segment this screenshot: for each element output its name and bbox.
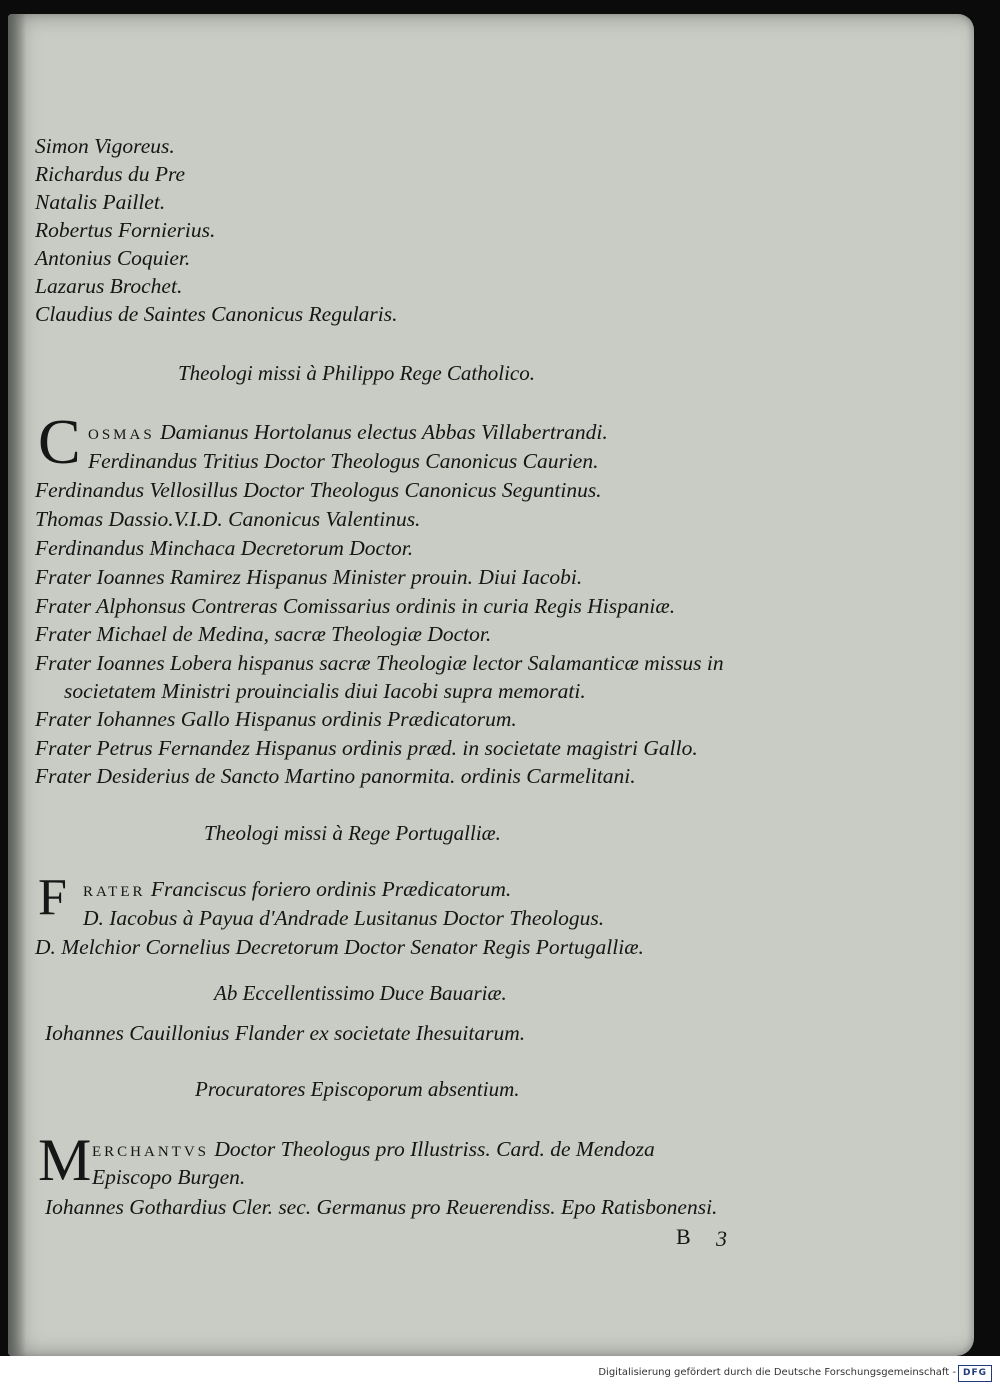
list-item: Frater Desiderius de Sancto Martino panormita. ordinis Carmelitani. xyxy=(35,764,636,788)
drop-cap: M xyxy=(38,1127,92,1193)
list-item: Frater Petrus Fernandez Hispanus ordinis præd. in societate magistri Gallo. xyxy=(35,736,698,760)
book-page xyxy=(8,14,974,1356)
list-item: Episcopo Burgen. xyxy=(92,1165,246,1189)
page-gutter-shadow xyxy=(8,14,26,1356)
list-item: Iohannes Gothardius Cler. sec. Germanus pro Reuerendiss. Epo Ratisbonensi. xyxy=(45,1195,718,1219)
list-item xyxy=(92,1136,655,1165)
first-word-caps: ERCHANTVS xyxy=(92,1144,210,1160)
list-item: Ferdinandus Vellosillus Doctor Theologus Canonicus Seguntinus. xyxy=(35,478,602,502)
dfg-logo: DFG xyxy=(958,1365,992,1382)
drop-cap: C xyxy=(38,406,81,477)
list-item: Robertus Fornierius. xyxy=(35,218,216,242)
list-item: Natalis Paillet. xyxy=(35,190,166,214)
list-item xyxy=(83,876,511,905)
section-heading: Theologi missi à Rege Portugalliæ. xyxy=(204,821,501,845)
list-item: Richardus du Pre xyxy=(35,162,186,186)
list-item: Ferdinandus Minchaca Decretorum Doctor. xyxy=(35,536,414,560)
page-number: 3 xyxy=(716,1226,727,1251)
list-item: Frater Alphonsus Contreras Comissarius ordinis in curia Regis Hispaniæ. xyxy=(35,594,676,618)
footer-credit: Digitalisierung gefördert durch die Deutsche Forschungsgemeinschaft - xyxy=(598,1367,956,1378)
first-line-text: Damianus Hortolanus electus Abbas Villabertrandi. xyxy=(160,420,608,444)
list-item: Frater Ioannes Ramirez Hispanus Minister prouin. Diui Iacobi. xyxy=(35,565,583,589)
first-line-text: Doctor Theologus pro Illustriss. Card. de Mendoza xyxy=(214,1137,655,1161)
list-item: Thomas Dassio.V.I.D. Canonicus Valentinus. xyxy=(35,507,421,531)
section-heading: Procuratores Episcoporum absentium. xyxy=(195,1077,520,1101)
list-item: Frater Iohannes Gallo Hispanus ordinis Prædicatorum. xyxy=(35,707,517,731)
list-item xyxy=(88,419,608,448)
first-line-text: Franciscus foriero ordinis Prædicatorum. xyxy=(150,877,512,901)
list-item: D. Iacobus à Payua d'Andrade Lusitanus Doctor Theologus. xyxy=(83,906,605,930)
section-heading: Theologi missi à Philippo Rege Catholico. xyxy=(178,361,535,385)
first-word-caps: OSMAS xyxy=(88,427,155,443)
list-item: Simon Vigoreus. xyxy=(35,134,175,158)
list-item: Claudius de Saintes Canonicus Regularis. xyxy=(35,302,398,326)
footer-bar xyxy=(0,1356,1000,1390)
list-item: Frater Ioannes Lobera hispanus sacræ Theologiæ lector Salamanticæ missus in xyxy=(35,651,724,675)
list-item: societatem Ministri prouincialis diui Iacobi supra memorati. xyxy=(64,679,586,703)
list-item: Ferdinandus Tritius Doctor Theologus Canonicus Caurien. xyxy=(88,449,599,473)
list-item: D. Melchior Cornelius Decretorum Doctor Senator Regis Portugalliæ. xyxy=(35,935,644,959)
list-item: Antonius Coquier. xyxy=(35,246,191,270)
list-item: Lazarus Brochet. xyxy=(35,274,183,298)
signature-letter: B xyxy=(676,1224,691,1249)
list-item: Frater Michael de Medina, sacræ Theologiæ Doctor. xyxy=(35,622,492,646)
list-item: Iohannes Cauillonius Flander ex societate Ihesuitarum. xyxy=(45,1021,526,1045)
drop-cap: F xyxy=(38,869,67,926)
first-word-caps: RATER xyxy=(83,884,146,900)
section-heading: Ab Eccellentissimo Duce Bauariæ. xyxy=(214,981,507,1005)
